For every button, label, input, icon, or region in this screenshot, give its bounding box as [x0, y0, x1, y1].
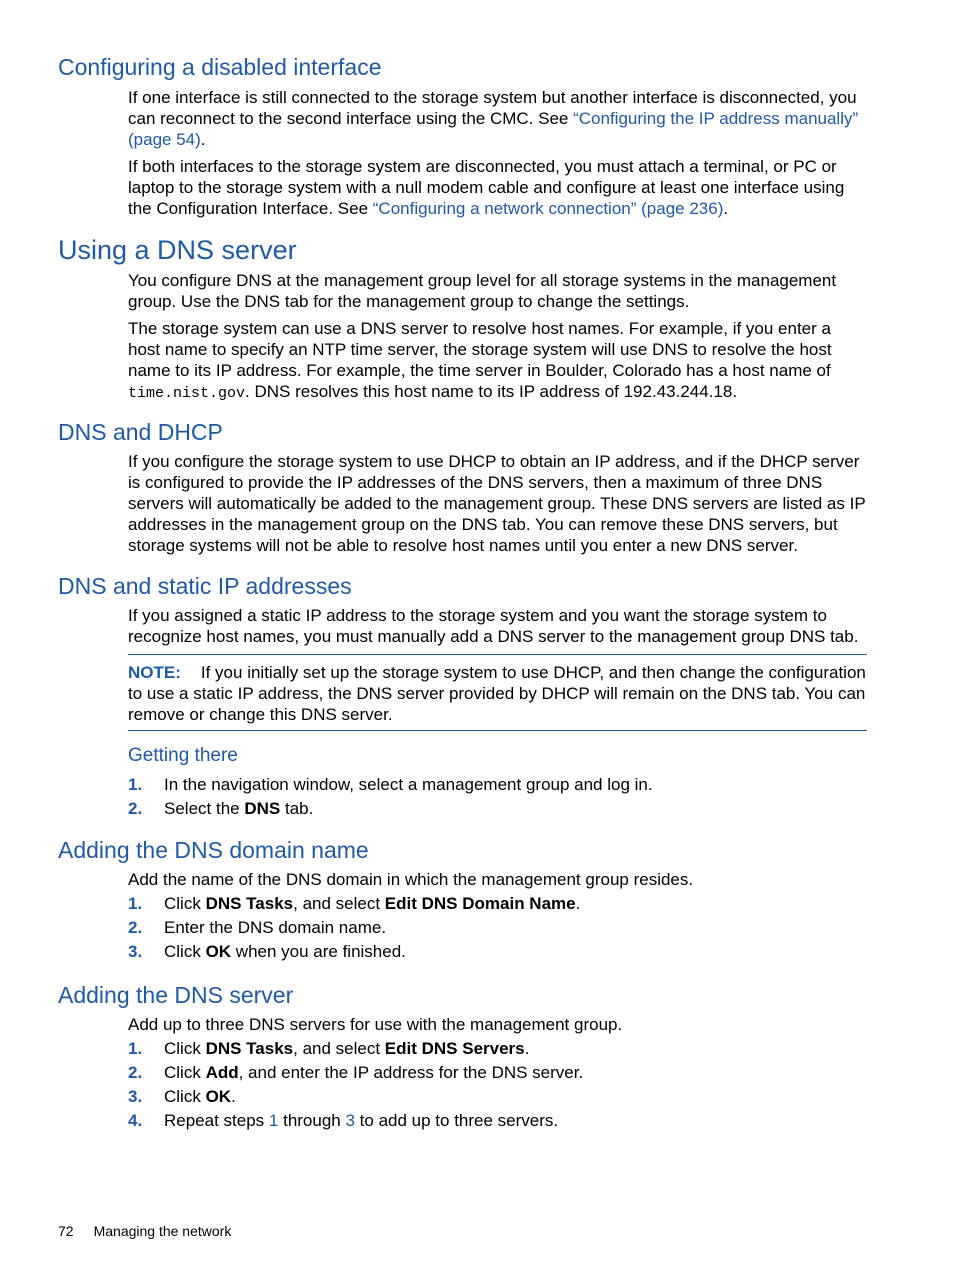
- code-hostname: time.nist.gov: [128, 385, 246, 402]
- section-adding-dns-server: [0, 981, 954, 1133]
- note-text: If you initially set up the storage system to use DHCP, and then change the configuration to use a static IP address, the DNS server provided by DHCP will remain on the DNS tab. You can remove or change this DNS server.: [128, 663, 866, 724]
- ui-term: DNS: [244, 799, 281, 818]
- text: , and select: [293, 894, 385, 913]
- step-item: [128, 892, 867, 916]
- text: Repeat steps: [164, 1111, 269, 1130]
- text: , and enter the IP address for the DNS server.: [238, 1063, 584, 1082]
- paragraph: [128, 87, 867, 150]
- text: to add up to three servers.: [354, 1111, 559, 1130]
- text: tab.: [280, 799, 314, 818]
- paragraph: If you configure the storage system to use DHCP to obtain an IP address, and if the DHCP server is configured to provide the IP addresses of the DNS servers, then a maximum of three DNS servers will automatically be added to the management group. These DNS servers are listed as IP addresses in the management group on the DNS tab. You can remove these DNS servers, but storage systems will not be able to resolve host names until you enter a new DNS server.: [128, 452, 866, 555]
- paragraph: [128, 318, 867, 404]
- steps-list: [128, 1037, 867, 1133]
- cross-reference-link[interactable]: “Configuring a network connection” (page 236): [372, 199, 724, 218]
- step-number: 1.: [128, 894, 143, 913]
- text: Click: [164, 894, 206, 913]
- text: .: [231, 1087, 236, 1106]
- text: If one interface is still connected to the storage system but another interface is disconnected, you can reconnect to the second interface using the CMC. See: [128, 88, 857, 128]
- text: .: [524, 1039, 530, 1058]
- step-item: [128, 940, 867, 964]
- step-text: [164, 1061, 583, 1085]
- ui-term: Edit DNS Servers: [384, 1039, 525, 1058]
- ui-term: Edit DNS Domain Name: [384, 894, 576, 913]
- page-footer: [58, 1222, 231, 1240]
- ui-term: OK: [205, 942, 232, 961]
- page-number: 72: [58, 1223, 74, 1239]
- section-configuring-disabled-interface: [0, 53, 954, 219]
- cross-reference-link[interactable]: “Configuring the IP address manually” (page 54): [128, 109, 859, 149]
- step-item: [128, 797, 867, 821]
- text: . DNS resolves this host name to its IP address of 192.43.244.18.: [245, 382, 738, 401]
- step-number: 2.: [128, 1063, 143, 1082]
- step-text: [164, 940, 406, 964]
- ui-term: DNS Tasks: [205, 894, 294, 913]
- text: Click: [164, 1063, 206, 1082]
- step-number: 2.: [128, 918, 143, 937]
- step-reference-link[interactable]: 3: [345, 1111, 355, 1130]
- step-number: 1.: [128, 1039, 143, 1058]
- note-paragraph: [128, 662, 867, 725]
- section-dns-and-dhcp: [0, 418, 954, 556]
- paragraph: [128, 156, 867, 219]
- footer-chapter-title: Managing the network: [93, 1223, 232, 1239]
- section-heading: Adding the DNS server: [58, 982, 294, 1008]
- step-text: [164, 797, 313, 821]
- step-item: [128, 1061, 867, 1085]
- paragraph: If you assigned a static IP address to the storage system and you want the storage system to recognize host names, you must manually add a DNS server to the management group DNS tab.: [128, 606, 859, 646]
- section-adding-dns-domain-name: [0, 836, 954, 964]
- ui-term: DNS Tasks: [205, 1039, 294, 1058]
- note-label: NOTE:: [128, 663, 181, 682]
- step-text: [164, 1037, 529, 1061]
- step-text: [164, 892, 580, 916]
- subsection-heading: Getting there: [128, 745, 238, 766]
- section-dns-static-ip: [0, 572, 954, 821]
- step-item: [128, 1037, 867, 1061]
- section-heading: DNS and DHCP: [58, 419, 223, 445]
- step-text: Enter the DNS domain name.: [164, 918, 387, 937]
- step-number: 3.: [128, 942, 143, 961]
- paragraph: You configure DNS at the management group level for all storage systems in the management group. Use the DNS tab for the management group to change the settings.: [128, 271, 837, 311]
- text: .: [200, 130, 206, 149]
- step-item: [128, 773, 867, 797]
- text: If both interfaces to the storage system are disconnected, you must attach a terminal, or PC or laptop to the storage system with a null modem cable and configure at least one interface using the Configuration Interface. See: [128, 157, 845, 218]
- paragraph: Add up to three DNS servers for use with the management group.: [128, 1015, 623, 1034]
- step-text: [164, 1109, 558, 1133]
- text: The storage system can use a DNS server to resolve host names. For example, if you enter a host name to specify an NTP time server, the storage system will use DNS to resolve the host name to its IP address. For example, the time server in Boulder, Colorado has a host name of: [128, 319, 832, 380]
- text: , and select: [293, 1039, 385, 1058]
- text: Select the: [164, 799, 245, 818]
- text: .: [575, 894, 581, 913]
- steps-list: [128, 892, 867, 964]
- section-heading: DNS and static IP addresses: [58, 573, 352, 599]
- step-number: 2.: [128, 799, 143, 818]
- note-box: [128, 654, 867, 731]
- step-reference-link[interactable]: 1: [268, 1111, 279, 1130]
- step-item: [128, 1109, 867, 1133]
- text: .: [723, 199, 729, 218]
- paragraph: Add the name of the DNS domain in which the management group resides.: [128, 870, 694, 889]
- step-number: 4.: [128, 1111, 143, 1130]
- text: through: [278, 1111, 346, 1130]
- step-text: In the navigation window, select a management group and log in.: [164, 775, 653, 794]
- ui-term: Add: [205, 1063, 239, 1082]
- step-number: 1.: [128, 775, 143, 794]
- text: Click: [164, 1087, 206, 1106]
- text: Click: [164, 1039, 206, 1058]
- step-text: [164, 1085, 236, 1109]
- chapter-heading: Using a DNS server: [58, 235, 297, 265]
- step-item: [128, 1085, 867, 1109]
- text: Click: [164, 942, 206, 961]
- step-number: 3.: [128, 1087, 143, 1106]
- section-heading: Configuring a disabled interface: [58, 54, 382, 80]
- section-heading: Adding the DNS domain name: [58, 837, 369, 863]
- step-item: [128, 916, 867, 940]
- section-using-dns-server: [0, 234, 954, 404]
- ui-term: OK: [205, 1087, 232, 1106]
- text: when you are finished.: [231, 942, 406, 961]
- steps-list: [128, 773, 867, 821]
